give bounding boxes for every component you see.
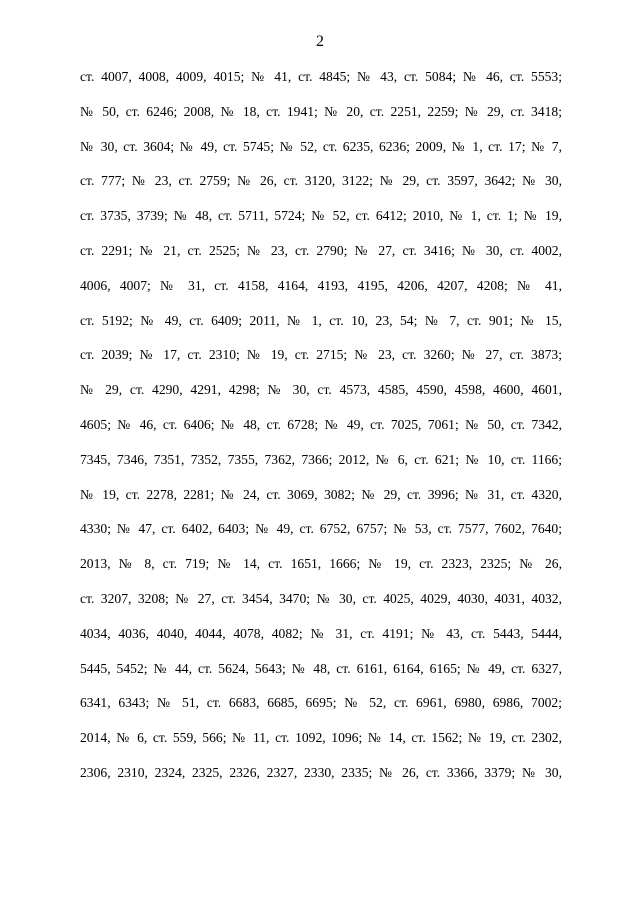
text-line: 2014, № 6, ст. 559, 566; № 11, ст. 1092, 1096; № 14, ст. 1562; № 19, ст. 2302, [80,730,562,746]
body-text [80,65,562,796]
text-line: 5445, 5452; № 44, ст. 5624, 5643; № 48, ст. 6161, 6164, 6165; № 49, ст. 6327, [80,660,562,676]
text-line: № 19, ст. 2278, 2281; № 24, ст. 3069, 3082; № 29, ст. 3996; № 31, ст. 4320, [80,486,562,502]
text-line: 2013, № 8, ст. 719; № 14, ст. 1651, 1666; № 19, ст. 2323, 2325; № 26, [80,556,562,572]
text-line: 4034, 4036, 4040, 4044, 4078, 4082; № 31, ст. 4191; № 43, ст. 5443, 5444, [80,625,562,641]
text-line: № 30, ст. 3604; № 49, ст. 5745; № 52, ст. 6235, 6236; 2009, № 1, ст. 17; № 7, [80,138,562,154]
text-line: ст. 2291; № 21, ст. 2525; № 23, ст. 2790; № 27, ст. 3416; № 30, ст. 4002, [80,242,562,258]
text-line: 4605; № 46, ст. 6406; № 48, ст. 6728; № 49, ст. 7025, 7061; № 50, ст. 7342, [80,416,562,432]
text-line: 4330; № 47, ст. 6402, 6403; № 49, ст. 6752, 6757; № 53, ст. 7577, 7602, 7640; [80,521,562,537]
text-line: ст. 3207, 3208; № 27, ст. 3454, 3470; № 30, ст. 4025, 4029, 4030, 4031, 4032, [80,590,562,606]
text-line: 7345, 7346, 7351, 7352, 7355, 7362, 7366; 2012, № 6, ст. 621; № 10, ст. 1166; [80,451,562,467]
text-line: 4006, 4007; № 31, ст. 4158, 4164, 4193, 4195, 4206, 4207, 4208; № 41, [80,277,562,293]
text-line: ст. 3735, 3739; № 48, ст. 5711, 5724; № 52, ст. 6412; 2010, № 1, ст. 1; № 19, [80,208,562,224]
text-line: № 50, ст. 6246; 2008, № 18, ст. 1941; № 20, ст. 2251, 2259; № 29, ст. 3418; [80,103,562,119]
text-line: 6341, 6343; № 51, ст. 6683, 6685, 6695; № 52, ст. 6961, 6980, 6986, 7002; [80,695,562,711]
text-line: ст. 5192; № 49, ст. 6409; 2011, № 1, ст. 10, 23, 54; № 7, ст. 901; № 15, [80,312,562,328]
text-line: ст. 777; № 23, ст. 2759; № 26, ст. 3120, 3122; № 29, ст. 3597, 3642; № 30, [80,173,562,189]
page-number: 2 [316,33,324,50]
text-line: 2306, 2310, 2324, 2325, 2326, 2327, 2330, 2335; № 26, ст. 3366, 3379; № 30, [80,764,562,780]
text-line: № 29, ст. 4290, 4291, 4298; № 30, ст. 4573, 4585, 4590, 4598, 4600, 4601, [80,382,562,398]
text-line: ст. 2039; № 17, ст. 2310; № 19, ст. 2715; № 23, ст. 3260; № 27, ст. 3873; [80,347,562,363]
text-line: ст. 4007, 4008, 4009, 4015; № 41, ст. 4845; № 43, ст. 5084; № 46, ст. 5553; [80,69,562,84]
